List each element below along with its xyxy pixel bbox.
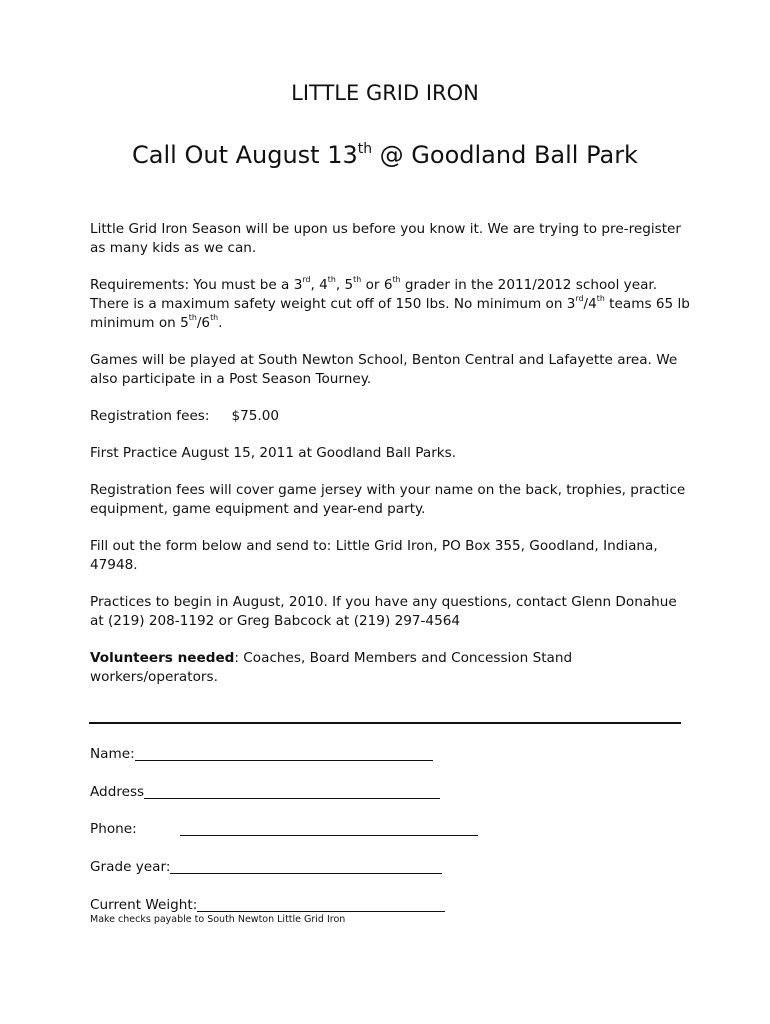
weight-field[interactable]: [197, 896, 445, 912]
volunteers-text: : Coaches, Board Members and Concession Stand workers/operators.: [90, 650, 573, 685]
fees-cover-paragraph: Registration fees will cover game jersey with your name on the back, trophies, practice equipment, game equipment and year-end party.: [90, 482, 686, 517]
requirements-paragraph: [90, 276, 690, 333]
volunteers-paragraph: [90, 649, 690, 687]
section-divider: [89, 722, 681, 724]
checks-note: Make checks payable to South Newton Little Grid Iron: [90, 914, 346, 925]
grade-label: Grade year:: [90, 859, 171, 875]
req-text-4: or 6: [361, 277, 393, 293]
req-text-5: grader in the 2011/2012 school year. There is a maximum safety weight cut off of 150 lbs. No minimum on 3: [90, 277, 658, 312]
grade-field[interactable]: [170, 858, 442, 874]
address-field[interactable]: [144, 783, 440, 799]
first-practice-paragraph: First Practice August 15, 2011 at Goodland Ball Parks.: [90, 445, 457, 461]
subtitle-location: @ Goodland Ball Park: [372, 141, 638, 169]
send-to-paragraph: Fill out the form below and send to: Little Grid Iron, PO Box 355, Goodland, Indiana, 47948.: [90, 538, 658, 573]
intro-paragraph: Little Grid Iron Season will be upon us before you know it. We are trying to pre-register as many kids as we can.: [90, 221, 682, 256]
req-text-6: /4: [583, 296, 597, 312]
weight-label: Current Weight:: [90, 897, 198, 913]
req-text-3: , 5: [335, 277, 354, 293]
req-sup-2: th: [327, 275, 336, 285]
req-text-9: .: [218, 315, 223, 331]
fees-amount: $75.00: [231, 408, 280, 424]
subtitle-superscript: th: [357, 141, 373, 157]
phone-row: [90, 820, 478, 839]
document-title: LITTLE GRID IRON: [291, 81, 479, 105]
name-label: Name:: [90, 746, 135, 762]
req-sup-7: th: [188, 313, 197, 323]
grade-row: [90, 858, 442, 877]
req-text-7: teams 65 lb minimum on 5: [90, 296, 690, 331]
address-label: Address: [90, 784, 145, 800]
req-sup-1: rd: [302, 275, 311, 285]
phone-label: Phone:: [90, 821, 137, 837]
fees-paragraph: [90, 407, 690, 426]
phone-field[interactable]: [180, 820, 478, 836]
volunteers-label: Volunteers needed: [90, 650, 235, 666]
req-sup-6: th: [596, 294, 605, 304]
req-sup-5: rd: [575, 294, 584, 304]
subtitle-text: Call Out August 13: [132, 141, 358, 169]
games-paragraph: Games will be played at South Newton School, Benton Central and Lafayette area. We also participate in a Post Season Tourney.: [90, 352, 678, 387]
body-text: [90, 220, 690, 705]
req-text-2: , 4: [310, 277, 328, 293]
req-text-1: Requirements: You must be a 3: [90, 277, 303, 293]
practices-paragraph: Practices to begin in August, 2010. If you have any questions, contact Glenn Donahue at (219) 208-1192 or Greg Babcock at (219) 297-4564: [90, 594, 677, 629]
name-row: [90, 745, 433, 764]
req-sup-4: th: [392, 275, 401, 285]
fees-label: Registration fees:: [90, 408, 210, 424]
req-text-8: /6: [196, 315, 211, 331]
address-row: [90, 783, 440, 802]
req-sup-3: th: [353, 275, 362, 285]
weight-row: [90, 896, 445, 915]
req-sup-8: th: [210, 313, 219, 323]
name-field[interactable]: [135, 745, 433, 761]
document-subtitle: [0, 140, 770, 170]
